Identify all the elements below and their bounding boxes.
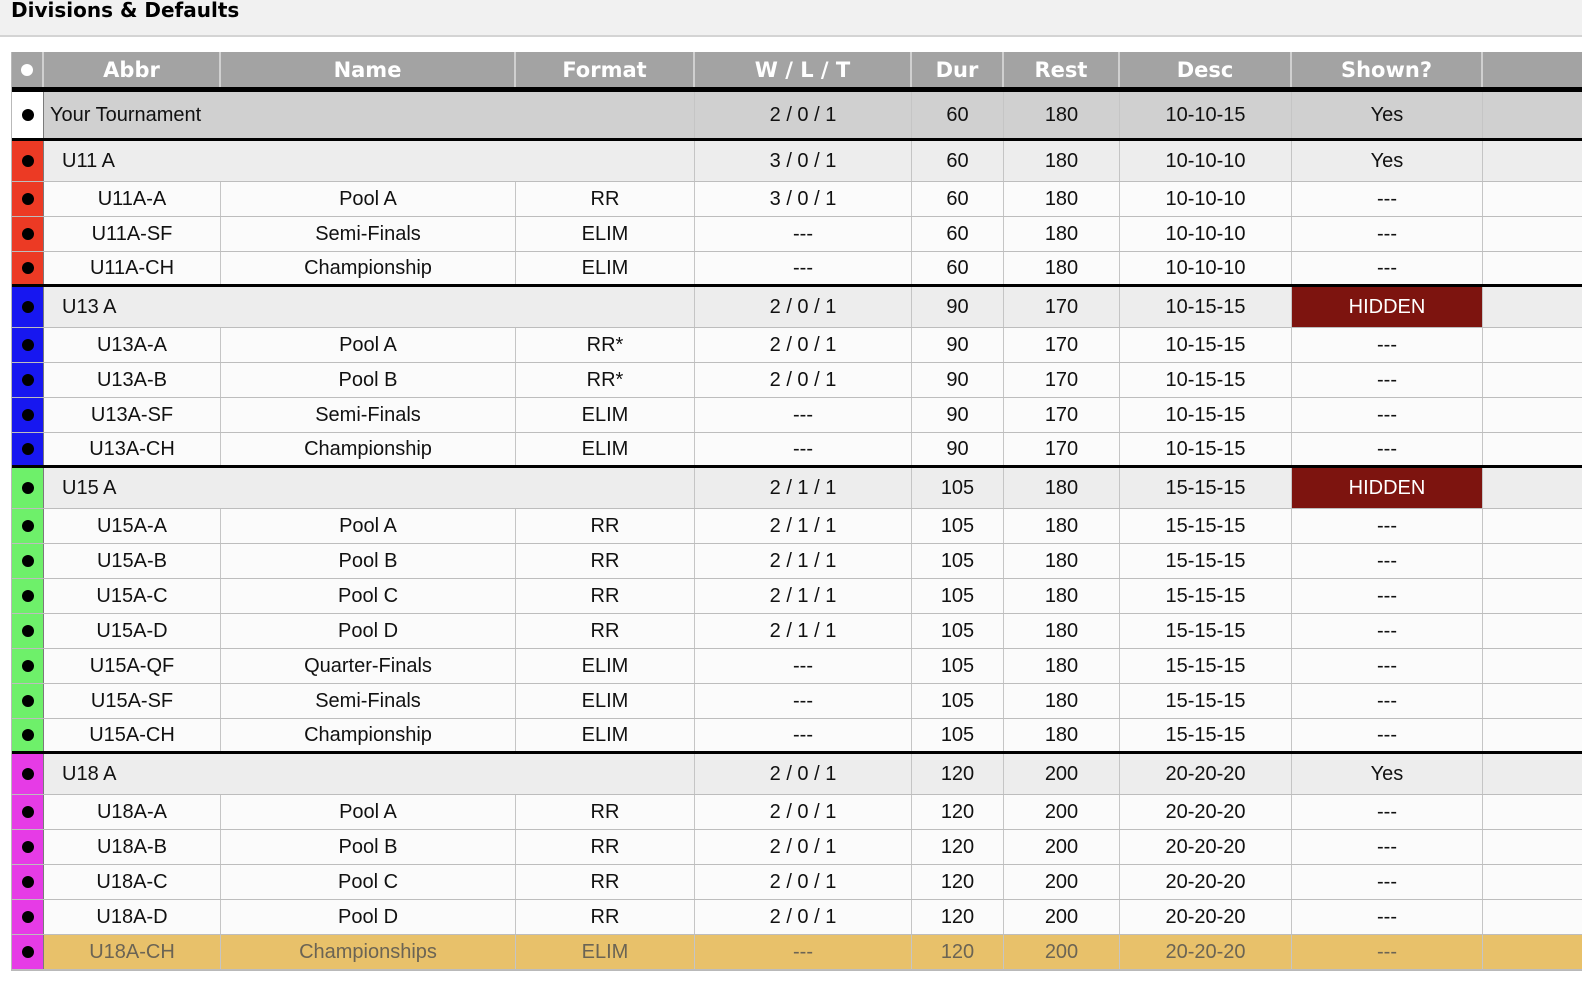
table-row[interactable] [12,217,1582,252]
desc-cell[interactable]: 10-15-15 [1120,398,1292,432]
spacer-cell [1483,684,1582,718]
table-row[interactable] [12,830,1582,865]
header-format[interactable]: Format [516,52,695,87]
table-row[interactable] [12,719,1582,754]
shown-cell[interactable] [1292,468,1483,508]
dur-cell[interactable]: 120 [912,900,1004,934]
table-row[interactable] [12,900,1582,935]
dot-icon [22,695,34,707]
abbr-cell[interactable]: U15A-A [44,509,221,543]
dur-cell[interactable]: 90 [912,398,1004,432]
dur-cell[interactable]: 60 [912,217,1004,251]
dur-cell[interactable]: 105 [912,579,1004,613]
table-row[interactable] [12,579,1582,614]
wlt-cell[interactable]: --- [695,719,912,751]
format-cell[interactable]: RR [516,544,695,578]
dot-icon [22,409,34,421]
shown-cell[interactable]: --- [1292,579,1483,613]
dur-cell[interactable]: 105 [912,614,1004,648]
dot-icon [22,729,34,741]
desc-cell[interactable]: 20-20-20 [1120,865,1292,899]
color-swatch[interactable] [12,719,44,751]
wlt-cell[interactable]: 2 / 0 / 1 [695,363,912,397]
color-swatch[interactable] [12,217,44,251]
spacer-cell [1483,509,1582,543]
wlt-cell[interactable]: 2 / 0 / 1 [695,92,912,138]
desc-cell[interactable]: 15-15-15 [1120,579,1292,613]
format-cell[interactable]: RR [516,182,695,216]
desc-cell[interactable]: 15-15-15 [1120,614,1292,648]
dot-icon [21,64,33,76]
abbr-cell[interactable]: U15A-QF [44,649,221,683]
desc-cell[interactable]: 20-20-20 [1120,795,1292,829]
wlt-cell[interactable]: 2 / 0 / 1 [695,830,912,864]
abbr-cell[interactable]: U15A-CH [44,719,221,751]
tournament-name[interactable]: Your Tournament [44,92,695,138]
header-dur[interactable]: Dur [912,52,1004,87]
dot-icon [22,520,34,532]
dur-cell[interactable]: 105 [912,509,1004,543]
desc-cell[interactable]: 15-15-15 [1120,544,1292,578]
dot-icon [22,301,34,313]
color-swatch[interactable] [12,468,44,508]
dot-icon [22,806,34,818]
spacer-cell [1483,754,1582,794]
rest-cell[interactable]: 170 [1004,287,1120,327]
desc-cell[interactable]: 10-15-15 [1120,363,1292,397]
dot-icon [22,228,34,240]
header-color-column [12,52,44,87]
dur-cell[interactable]: 120 [912,865,1004,899]
wlt-cell[interactable]: 2 / 1 / 1 [695,614,912,648]
name-cell[interactable]: Pool C [221,579,516,613]
wlt-cell[interactable]: 2 / 0 / 1 [695,900,912,934]
abbr-cell[interactable]: U13A-CH [44,433,221,465]
name-cell[interactable]: Championship [221,719,516,751]
wlt-cell[interactable]: 2 / 1 / 1 [695,509,912,543]
abbr-cell[interactable]: U18A-A [44,795,221,829]
divisions-table [11,52,1582,971]
name-cell[interactable]: Championships [221,935,516,969]
dot-icon [22,193,34,205]
rest-cell[interactable]: 180 [1004,684,1120,718]
shown-cell[interactable]: --- [1292,252,1483,284]
format-cell[interactable]: RR [516,795,695,829]
dur-cell[interactable]: 90 [912,363,1004,397]
format-cell[interactable]: ELIM [516,649,695,683]
rest-cell[interactable]: 180 [1004,217,1120,251]
rest-cell[interactable]: 180 [1004,468,1120,508]
dur-cell[interactable]: 120 [912,830,1004,864]
table-row[interactable] [12,865,1582,900]
spacer-cell [1483,795,1582,829]
page-title: Divisions & Defaults [11,0,240,22]
abbr-cell[interactable]: U18A-C [44,865,221,899]
name-cell[interactable]: Championship [221,252,516,284]
wlt-cell[interactable]: --- [695,649,912,683]
name-cell[interactable]: Pool A [221,509,516,543]
abbr-cell[interactable]: U18A-CH [44,935,221,969]
rest-cell[interactable]: 180 [1004,182,1120,216]
shown-cell[interactable]: --- [1292,217,1483,251]
color-swatch[interactable] [12,865,44,899]
table-row[interactable] [12,252,1582,287]
format-cell[interactable]: RR [516,579,695,613]
rest-cell[interactable]: 200 [1004,795,1120,829]
dur-cell[interactable]: 60 [912,92,1004,138]
division-row[interactable] [12,468,1582,509]
desc-cell[interactable]: 10-10-10 [1120,217,1292,251]
table-row[interactable] [12,614,1582,649]
spacer-cell [1483,252,1582,284]
format-cell[interactable]: ELIM [516,217,695,251]
shown-cell[interactable]: --- [1292,900,1483,934]
shown-cell[interactable]: --- [1292,649,1483,683]
division-name[interactable]: U13 A [44,287,695,327]
abbr-cell[interactable]: U11A-CH [44,252,221,284]
format-cell[interactable]: ELIM [516,252,695,284]
desc-cell[interactable]: 20-20-20 [1120,830,1292,864]
rest-cell[interactable]: 180 [1004,649,1120,683]
table-row[interactable] [12,935,1582,970]
desc-cell[interactable]: 10-15-15 [1120,328,1292,362]
format-cell[interactable]: RR [516,900,695,934]
abbr-cell[interactable]: U13A-A [44,328,221,362]
color-swatch[interactable] [12,433,44,465]
name-cell[interactable]: Pool B [221,363,516,397]
dur-cell[interactable]: 60 [912,141,1004,181]
rest-cell[interactable]: 180 [1004,719,1120,751]
rest-cell[interactable]: 180 [1004,509,1120,543]
spacer-cell [1483,363,1582,397]
desc-cell[interactable]: 20-20-20 [1120,935,1292,969]
color-swatch[interactable] [12,935,44,969]
format-cell[interactable]: ELIM [516,935,695,969]
color-swatch[interactable] [12,649,44,683]
shown-cell[interactable]: --- [1292,363,1483,397]
name-cell[interactable]: Semi-Finals [221,398,516,432]
color-swatch[interactable] [12,363,44,397]
rest-cell[interactable]: 200 [1004,865,1120,899]
color-swatch[interactable] [12,287,44,327]
dot-icon [22,660,34,672]
dot-icon [22,443,34,455]
rest-cell[interactable]: 170 [1004,398,1120,432]
spacer-cell [1483,900,1582,934]
rest-cell[interactable]: 200 [1004,754,1120,794]
wlt-cell[interactable]: 2 / 0 / 1 [695,865,912,899]
format-cell[interactable]: ELIM [516,719,695,751]
wlt-cell[interactable]: --- [695,684,912,718]
dot-icon [22,109,34,121]
dot-icon [22,768,34,780]
name-cell[interactable]: Pool A [221,795,516,829]
desc-cell[interactable]: 20-20-20 [1120,754,1292,794]
abbr-cell[interactable]: U15A-D [44,614,221,648]
table-row[interactable] [12,509,1582,544]
rest-cell[interactable]: 180 [1004,252,1120,284]
wlt-cell[interactable]: 2 / 0 / 1 [695,795,912,829]
rest-cell[interactable]: 170 [1004,363,1120,397]
dur-cell[interactable]: 90 [912,433,1004,465]
division-row[interactable] [12,141,1582,182]
table-row[interactable] [12,363,1582,398]
wlt-cell[interactable]: --- [695,398,912,432]
abbr-cell[interactable]: U18A-B [44,830,221,864]
table-row[interactable] [12,544,1582,579]
division-name[interactable]: U15 A [44,468,695,508]
tournament-row[interactable] [12,92,1582,141]
dot-icon [22,625,34,637]
shown-cell[interactable]: --- [1292,614,1483,648]
division-name[interactable]: U18 A [44,754,695,794]
spacer-cell [1483,92,1582,138]
table-header [12,52,1582,92]
rest-cell[interactable]: 200 [1004,935,1120,969]
dur-cell[interactable]: 105 [912,684,1004,718]
spacer-cell [1483,579,1582,613]
format-cell[interactable]: ELIM [516,684,695,718]
format-cell[interactable]: RR [516,865,695,899]
dot-icon [22,482,34,494]
color-swatch[interactable] [12,795,44,829]
spacer-cell [1483,865,1582,899]
rest-cell[interactable]: 170 [1004,433,1120,465]
abbr-cell[interactable]: U18A-D [44,900,221,934]
spacer-cell [1483,398,1582,432]
dot-icon [22,590,34,602]
color-swatch[interactable] [12,92,44,138]
dur-cell[interactable]: 105 [912,719,1004,751]
header-name[interactable]: Name [221,52,516,87]
wlt-cell[interactable]: 2 / 1 / 1 [695,468,912,508]
header-wlt[interactable]: W / L / T [695,52,912,87]
desc-cell[interactable]: 15-15-15 [1120,509,1292,543]
format-cell[interactable]: RR* [516,363,695,397]
color-swatch[interactable] [12,182,44,216]
desc-cell[interactable]: 10-15-15 [1120,287,1292,327]
dot-icon [22,946,34,958]
wlt-cell[interactable]: --- [695,935,912,969]
dur-cell[interactable]: 105 [912,649,1004,683]
wlt-cell[interactable]: 2 / 1 / 1 [695,579,912,613]
wlt-cell[interactable]: --- [695,217,912,251]
dot-icon [22,262,34,274]
rest-cell[interactable]: 180 [1004,544,1120,578]
shown-cell[interactable]: --- [1292,398,1483,432]
header-spacer [1483,52,1582,87]
dot-icon [22,911,34,923]
dot-icon [22,155,34,167]
dot-icon [22,841,34,853]
dur-cell[interactable]: 60 [912,252,1004,284]
header-abbr[interactable]: Abbr [44,52,221,87]
name-cell[interactable]: Semi-Finals [221,217,516,251]
color-swatch[interactable] [12,579,44,613]
table-row[interactable] [12,433,1582,468]
spacer-cell [1483,830,1582,864]
spacer-cell [1483,935,1582,969]
wlt-cell[interactable]: 2 / 0 / 1 [695,328,912,362]
division-name[interactable]: U11 A [44,141,695,181]
color-swatch[interactable] [12,509,44,543]
title-bar [0,0,1582,37]
dot-icon [22,374,34,386]
table-row[interactable] [12,795,1582,830]
name-cell[interactable]: Championship [221,433,516,465]
name-cell[interactable]: Semi-Finals [221,684,516,718]
name-cell[interactable]: Pool B [221,830,516,864]
abbr-cell[interactable]: U13A-B [44,363,221,397]
rest-cell[interactable]: 200 [1004,900,1120,934]
shown-cell[interactable]: --- [1292,865,1483,899]
abbr-cell[interactable]: U11A-A [44,182,221,216]
abbr-cell[interactable]: U15A-SF [44,684,221,718]
dur-cell[interactable]: 90 [912,328,1004,362]
rest-cell[interactable]: 180 [1004,579,1120,613]
shown-cell[interactable]: --- [1292,719,1483,751]
wlt-cell[interactable]: 3 / 0 / 1 [695,182,912,216]
color-swatch[interactable] [12,398,44,432]
division-row[interactable] [12,287,1582,328]
abbr-cell[interactable]: U13A-SF [44,398,221,432]
color-swatch[interactable] [12,900,44,934]
desc-cell[interactable]: 15-15-15 [1120,684,1292,718]
desc-cell[interactable]: 10-10-10 [1120,141,1292,181]
shown-cell[interactable]: --- [1292,830,1483,864]
spacer-cell [1483,141,1582,181]
shown-cell[interactable]: Yes [1292,754,1483,794]
table-row[interactable] [12,398,1582,433]
wlt-cell[interactable]: --- [695,252,912,284]
desc-cell[interactable]: 15-15-15 [1120,468,1292,508]
desc-cell[interactable]: 20-20-20 [1120,900,1292,934]
spacer-cell [1483,287,1582,327]
spacer-cell [1483,614,1582,648]
table-row[interactable] [12,684,1582,719]
format-cell[interactable]: ELIM [516,398,695,432]
shown-cell[interactable]: --- [1292,544,1483,578]
table-row[interactable] [12,328,1582,363]
name-cell[interactable]: Quarter-Finals [221,649,516,683]
format-cell[interactable]: RR* [516,328,695,362]
dur-cell[interactable]: 120 [912,935,1004,969]
desc-cell[interactable]: 10-10-10 [1120,182,1292,216]
desc-cell[interactable]: 10-10-15 [1120,92,1292,138]
table-row[interactable] [12,182,1582,217]
color-swatch[interactable] [12,252,44,284]
shown-cell[interactable]: --- [1292,182,1483,216]
dur-cell[interactable]: 90 [912,287,1004,327]
format-cell[interactable]: RR [516,830,695,864]
shown-cell[interactable]: --- [1292,795,1483,829]
rest-cell[interactable]: 170 [1004,328,1120,362]
wlt-cell[interactable]: --- [695,433,912,465]
desc-cell[interactable]: 15-15-15 [1120,649,1292,683]
color-swatch[interactable] [12,754,44,794]
color-swatch[interactable] [12,141,44,181]
abbr-cell[interactable]: U11A-SF [44,217,221,251]
name-cell[interactable]: Pool C [221,865,516,899]
abbr-cell[interactable]: U15A-C [44,579,221,613]
format-cell[interactable]: RR [516,614,695,648]
rest-cell[interactable]: 200 [1004,830,1120,864]
shown-cell[interactable] [1292,287,1483,327]
spacer-cell [1483,719,1582,751]
header-rest[interactable]: Rest [1004,52,1120,87]
desc-cell[interactable]: 10-15-15 [1120,433,1292,465]
dot-icon [22,555,34,567]
spacer-cell [1483,544,1582,578]
shown-cell[interactable]: --- [1292,509,1483,543]
header-shown[interactable]: Shown? [1292,52,1483,87]
dur-cell[interactable]: 105 [912,544,1004,578]
shown-cell[interactable]: --- [1292,328,1483,362]
format-cell[interactable]: RR [516,509,695,543]
color-swatch[interactable] [12,830,44,864]
hidden-badge[interactable]: HIDDEN [1292,468,1482,508]
rest-cell[interactable]: 180 [1004,614,1120,648]
spacer-cell [1483,649,1582,683]
format-cell[interactable]: ELIM [516,433,695,465]
wlt-cell[interactable]: 3 / 0 / 1 [695,141,912,181]
dot-icon [22,876,34,888]
dur-cell[interactable]: 105 [912,468,1004,508]
wlt-cell[interactable]: 2 / 1 / 1 [695,544,912,578]
shown-cell[interactable]: --- [1292,433,1483,465]
rest-cell[interactable]: 180 [1004,92,1120,138]
header-desc[interactable]: Desc [1120,52,1292,87]
name-cell[interactable]: Pool D [221,900,516,934]
division-rows [12,141,1582,970]
shown-cell[interactable]: Yes [1292,141,1483,181]
dur-cell[interactable]: 60 [912,182,1004,216]
desc-cell[interactable]: 15-15-15 [1120,719,1292,751]
desc-cell[interactable]: 10-10-10 [1120,252,1292,284]
color-swatch[interactable] [12,544,44,578]
spacer-cell [1483,217,1582,251]
dot-icon [22,339,34,351]
name-cell[interactable]: Pool B [221,544,516,578]
wlt-cell[interactable]: 2 / 0 / 1 [695,754,912,794]
spacer-cell [1483,433,1582,465]
hidden-badge[interactable]: HIDDEN [1292,287,1482,327]
color-swatch[interactable] [12,614,44,648]
table-row[interactable] [12,649,1582,684]
spacer-cell [1483,468,1582,508]
name-cell[interactable]: Pool A [221,182,516,216]
name-cell[interactable]: Pool D [221,614,516,648]
shown-cell[interactable]: Yes [1292,92,1483,138]
spacer-cell [1483,328,1582,362]
spacer-cell [1483,182,1582,216]
division-row[interactable] [12,754,1582,795]
dur-cell[interactable]: 120 [912,795,1004,829]
wlt-cell[interactable]: 2 / 0 / 1 [695,287,912,327]
shown-cell[interactable]: --- [1292,684,1483,718]
color-swatch[interactable] [12,328,44,362]
color-swatch[interactable] [12,684,44,718]
shown-cell[interactable]: --- [1292,935,1483,969]
rest-cell[interactable]: 180 [1004,141,1120,181]
name-cell[interactable]: Pool A [221,328,516,362]
abbr-cell[interactable]: U15A-B [44,544,221,578]
dur-cell[interactable]: 120 [912,754,1004,794]
